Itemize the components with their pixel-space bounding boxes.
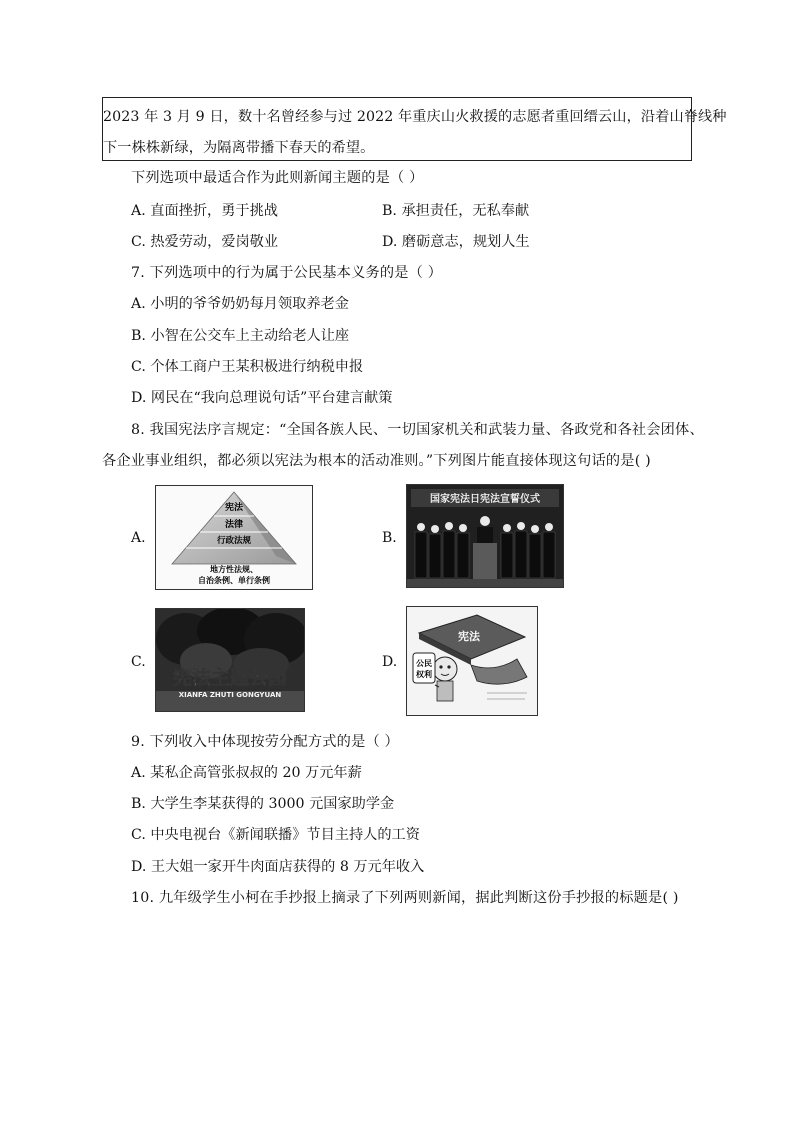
law-pyramid-image[interactable] (155, 485, 313, 590)
pyramid-level-4a: 地方性法规、 (210, 565, 258, 574)
q7-stem: 7. 下列选项中的行为属于公民基本义务的是（ ） (131, 265, 443, 281)
ceremony-banner-text: 国家宪法日宪法宣誓仪式 (430, 494, 540, 505)
oath-ceremony-image[interactable] (406, 484, 564, 588)
pyramid-illustration (156, 486, 312, 589)
q9-option-d[interactable]: D. 王大姐一家开牛肉面店获得的 8 万元年收入 (131, 859, 425, 875)
park-sign-chinese: 宪法主题公园 (172, 667, 288, 689)
q7-option-b[interactable]: B. 小智在公交车上主动给老人让座 (131, 328, 350, 344)
oath-ceremony-photo (407, 485, 563, 587)
cartoon-sign-line-2: 权利 (416, 670, 432, 679)
q7-option-d[interactable]: D. 网民在“我向总理说句话”平台建言献策 (131, 390, 393, 406)
q9-option-b[interactable]: B. 大学生李某获得的 3000 元国家助学金 (131, 796, 395, 812)
q7-option-c[interactable]: C. 个体工商户王某积极进行纳税申报 (131, 359, 364, 375)
cartoon-book-title: 宪法 (458, 630, 480, 643)
q8-stem-line-1: 8. 我国宪法序言规定：“全国各族人民、一切国家机关和武装力量、各政党和各社会团体、 (131, 422, 704, 438)
constitution-park-image[interactable] (155, 608, 305, 712)
constitution-park-photo (156, 609, 304, 711)
pyramid-level-1: 宪法 (224, 503, 244, 513)
news-box (102, 97, 727, 161)
rights-cartoon (407, 607, 537, 715)
q6-option-c[interactable]: C. 热爱劳动，爱岗敬业 (131, 234, 279, 250)
q9-option-a[interactable]: A. 某私企高管张叔叔的 20 万元年薪 (131, 765, 362, 781)
q8-option-d-label[interactable]: D. (382, 654, 398, 670)
q10-stem: 10. 九年级学生小柯在手抄报上摘录了下列两则新闻，据此判断这份手抄报的标题是( ) (131, 890, 679, 906)
q8-option-b-label[interactable]: B. (382, 530, 397, 546)
news-line-2: 下一株株新绿，为隔离带播下春天的希望。 (103, 140, 375, 156)
q9-option-c[interactable]: C. 中央电视台《新闻联播》节目主持人的工资 (131, 827, 420, 843)
q6-option-b[interactable]: B. 承担责任，无私奉献 (382, 203, 530, 219)
q8-option-c-label[interactable]: C. (131, 654, 146, 670)
q8-stem-line-2: 各企业事业组织，都必须以宪法为根本的活动准则。”下列图片能直接体现这句话的是( ) (102, 453, 651, 469)
q6-option-d[interactable]: D. 磨砺意志，规划人生 (382, 234, 530, 250)
pyramid-level-3: 行政法规 (216, 536, 252, 546)
cartoon-sign-line-1: 公民 (416, 659, 432, 668)
q6-option-a[interactable]: A. 直面挫折，勇于挑战 (131, 203, 278, 219)
q7-option-a[interactable]: A. 小明的爷爷奶奶每月领取养老金 (131, 296, 349, 312)
news-line-1: 2023 年 3 月 9 日，数十名曾经参与过 2022 年重庆山火救援的志愿者重回缙云山，沿着山脊线种 (103, 109, 727, 125)
park-sign-pinyin: XIANFA ZHUTI GONGYUAN (178, 691, 282, 699)
cartoon-image[interactable] (406, 606, 538, 716)
pyramid-level-4b: 自治条例、单行条例 (198, 576, 270, 585)
q9-stem: 9. 下列收入中体现按劳分配方式的是（ ） (131, 734, 399, 750)
q6-stem: 下列选项中最适合作为此则新闻主题的是（ ） (131, 170, 424, 186)
pyramid-level-2: 法律 (224, 520, 244, 530)
q8-option-a-label[interactable]: A. (131, 530, 146, 546)
